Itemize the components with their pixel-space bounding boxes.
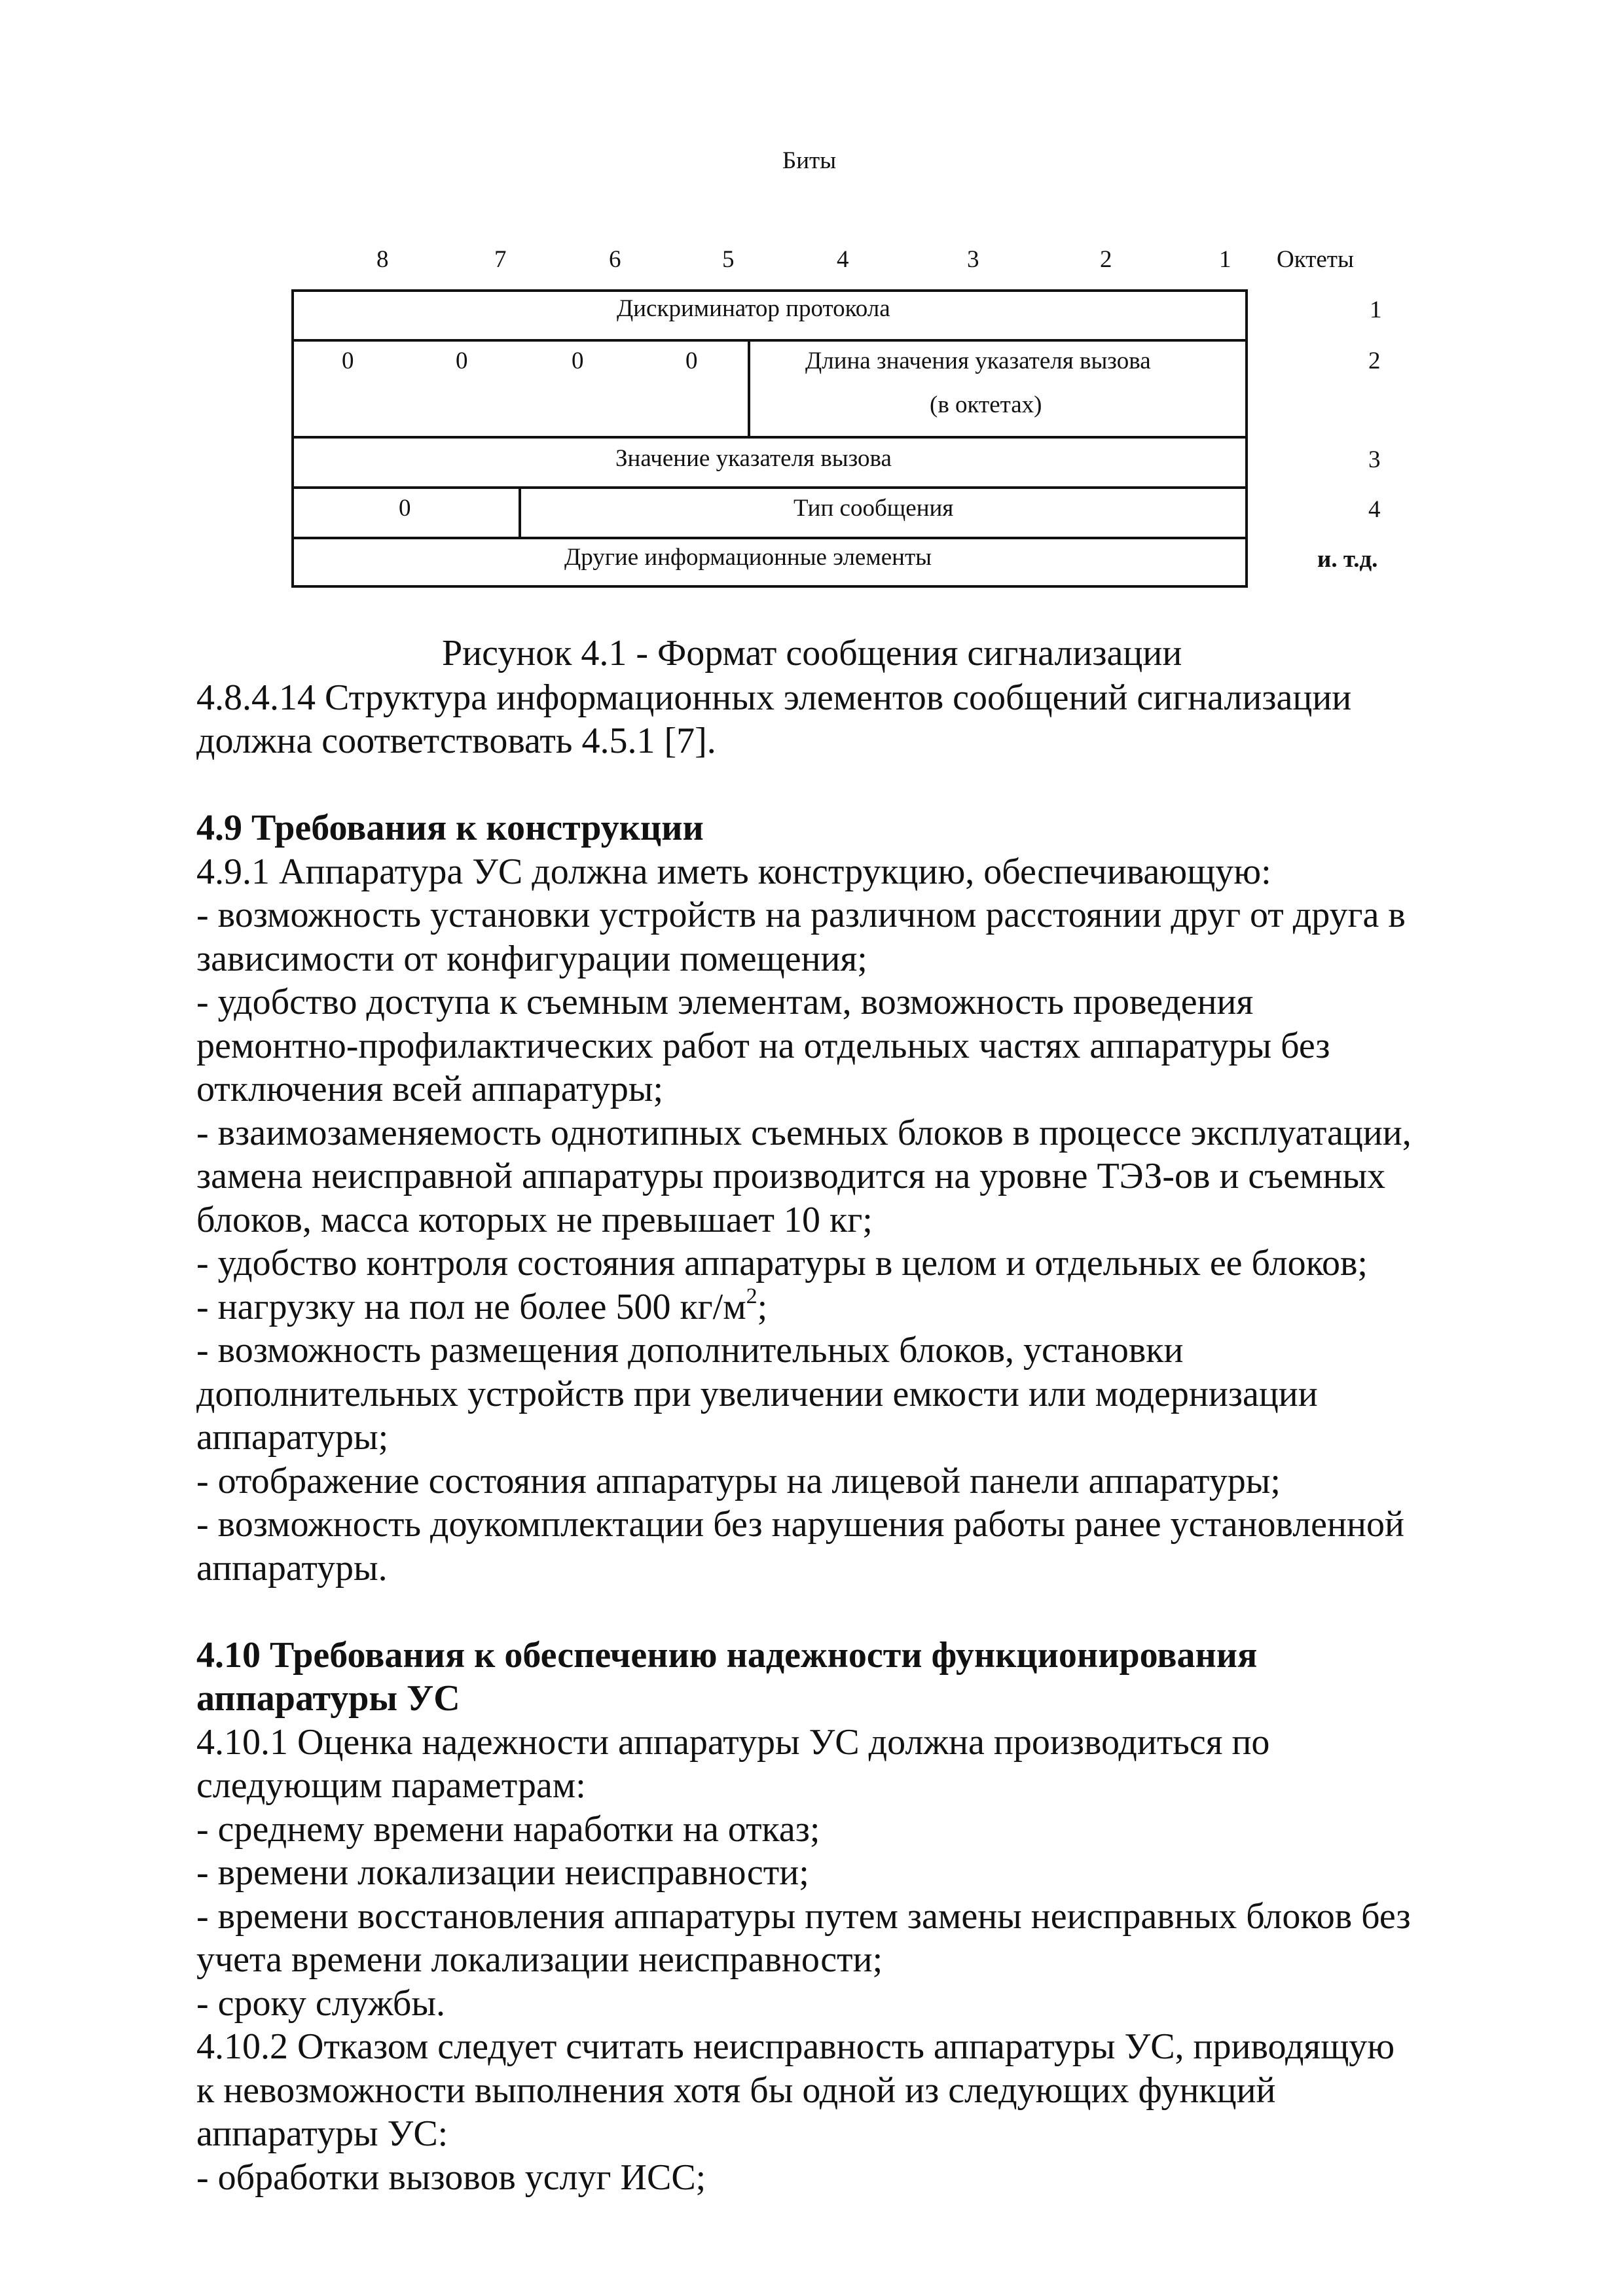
bit-number-8: 8 (376, 246, 389, 273)
column-divider (519, 486, 521, 538)
spare-bit-zero: 0 (456, 348, 468, 374)
list-item-line: - времени восстановления аппаратуры путем замены неисправных блоков без (196, 1896, 1411, 1937)
section-heading-4-9: 4.9 Требования к конструкции (196, 808, 704, 848)
bit-number-3: 3 (967, 246, 979, 273)
figure-caption: Рисунок 4.1 - Формат сообщения сигнализации (442, 633, 1182, 673)
list-item-line: - времени локализации неисправности; (196, 1852, 809, 1893)
list-item-line: блоков, масса которых не превышает 10 кг; (196, 1200, 873, 1240)
list-item-line: дополнительных устройств при увеличении емкости или модернизации (196, 1374, 1318, 1414)
list-item-line: замена неисправной аппаратуры производится на уровне ТЭЗ-ов и съемных (196, 1156, 1386, 1196)
paragraph-line: 4.8.4.14 Структура информационных элементов сообщений сигнализации (196, 677, 1352, 718)
list-item-line: ремонтно-профилактических работ на отдельных частях аппаратуры без (196, 1026, 1330, 1066)
spare-bit-zero: 0 (572, 348, 584, 374)
paragraph-line: к невозможности выполнения хотя бы одной из следующих функций (196, 2070, 1276, 2111)
octet-number-2: 2 (1368, 348, 1381, 374)
protocol-discriminator-cell: Дискриминатор протокола (617, 295, 890, 322)
row-divider (291, 537, 1248, 539)
octet-etc: и. т.д. (1317, 546, 1378, 573)
paragraph-line: аппаратуры УС: (196, 2113, 448, 2154)
list-item-line: - возможность установки устройств на различном расстоянии друг от друга в (196, 895, 1406, 935)
list-item-line: аппаратуры; (196, 1417, 389, 1458)
list-item-line: - взаимозаменяемость однотипных съемных блоков в процессе эксплуатации, (196, 1113, 1412, 1153)
list-item-line: учета времени локализации неисправности; (196, 1939, 883, 1980)
list-item-line: - среднему времени наработки на отказ; (196, 1809, 820, 1850)
bit-number-4: 4 (837, 246, 849, 273)
spare-bit-zero: 0 (685, 348, 698, 374)
octets-label: Октеты (1277, 246, 1354, 273)
list-item-line: - удобство доступа к съемным элементам, возможность проведения (196, 982, 1254, 1022)
floor-load-end: ; (757, 1287, 768, 1327)
row-divider (291, 486, 1248, 489)
squared-superscript: 2 (746, 1284, 757, 1308)
list-item-line: - удобство контроля состояния аппаратуры в целом и отдельных ее блоков; (196, 1243, 1368, 1283)
paragraph-line: 4.10.1 Оценка надежности аппаратуры УС должна производиться по (196, 1722, 1270, 1763)
section-heading-4-10: 4.10 Требования к обеспечению надежности функционирования (196, 1635, 1258, 1676)
bit-number-2: 2 (1100, 246, 1112, 273)
bit-number-7: 7 (494, 246, 507, 273)
octet-number-3: 3 (1368, 446, 1381, 473)
list-item-line: зависимости от конфигурации помещения; (196, 939, 867, 979)
spare-bit-zero: 0 (342, 348, 354, 374)
list-item-line: - возможность доукомплектации без нарушения работы ранее установленной (196, 1504, 1404, 1545)
bit-number-5: 5 (722, 246, 735, 273)
list-item-line: - отображение состояния аппаратуры на лицевой панели аппаратуры; (196, 1461, 1281, 1501)
paragraph-line: следующим параметрам: (196, 1765, 586, 1806)
bit-number-6: 6 (609, 246, 621, 273)
paragraph-line: 4.9.1 Аппаратура УС должна иметь конструкцию, обеспечивающую: (196, 852, 1271, 892)
row-divider (291, 436, 1248, 439)
paragraph-line: должна соответствовать 4.5.1 [7]. (196, 721, 716, 761)
floor-load-text: - нагрузку на пол не более 500 кг/м (196, 1287, 746, 1327)
call-reference-length-unit: (в октетах) (930, 391, 1042, 418)
call-reference-length-cell: Длина значения указателя вызова (805, 348, 1151, 374)
section-heading-4-10-cont: аппаратуры УС (196, 1678, 460, 1719)
column-divider (748, 339, 750, 437)
octet-number-1: 1 (1370, 296, 1382, 323)
list-item-line (196, 1285, 767, 1329)
list-item-line: аппаратуры. (196, 1548, 388, 1588)
call-reference-value-cell: Значение указателя вызова (615, 445, 892, 472)
list-item-line: отключения всей аппаратуры; (196, 1069, 664, 1109)
row-divider (291, 339, 1248, 342)
octet-number-4: 4 (1368, 496, 1381, 523)
list-item-line: - обработки вызовов услуг ИСС; (196, 2157, 706, 2198)
paragraph-line: 4.10.2 Отказом следует считать неисправность аппаратуры УС, приводящую (196, 2026, 1395, 2067)
list-item-line: - сроку службы. (196, 1983, 446, 2024)
spare-bit-zero: 0 (399, 495, 411, 522)
message-type-cell: Тип сообщения (793, 495, 954, 522)
other-information-elements-cell: Другие информационные элементы (564, 544, 932, 571)
bit-number-1: 1 (1219, 246, 1231, 273)
bits-label: Биты (782, 147, 837, 174)
list-item-line: - возможность размещения дополнительных блоков, установки (196, 1330, 1184, 1371)
